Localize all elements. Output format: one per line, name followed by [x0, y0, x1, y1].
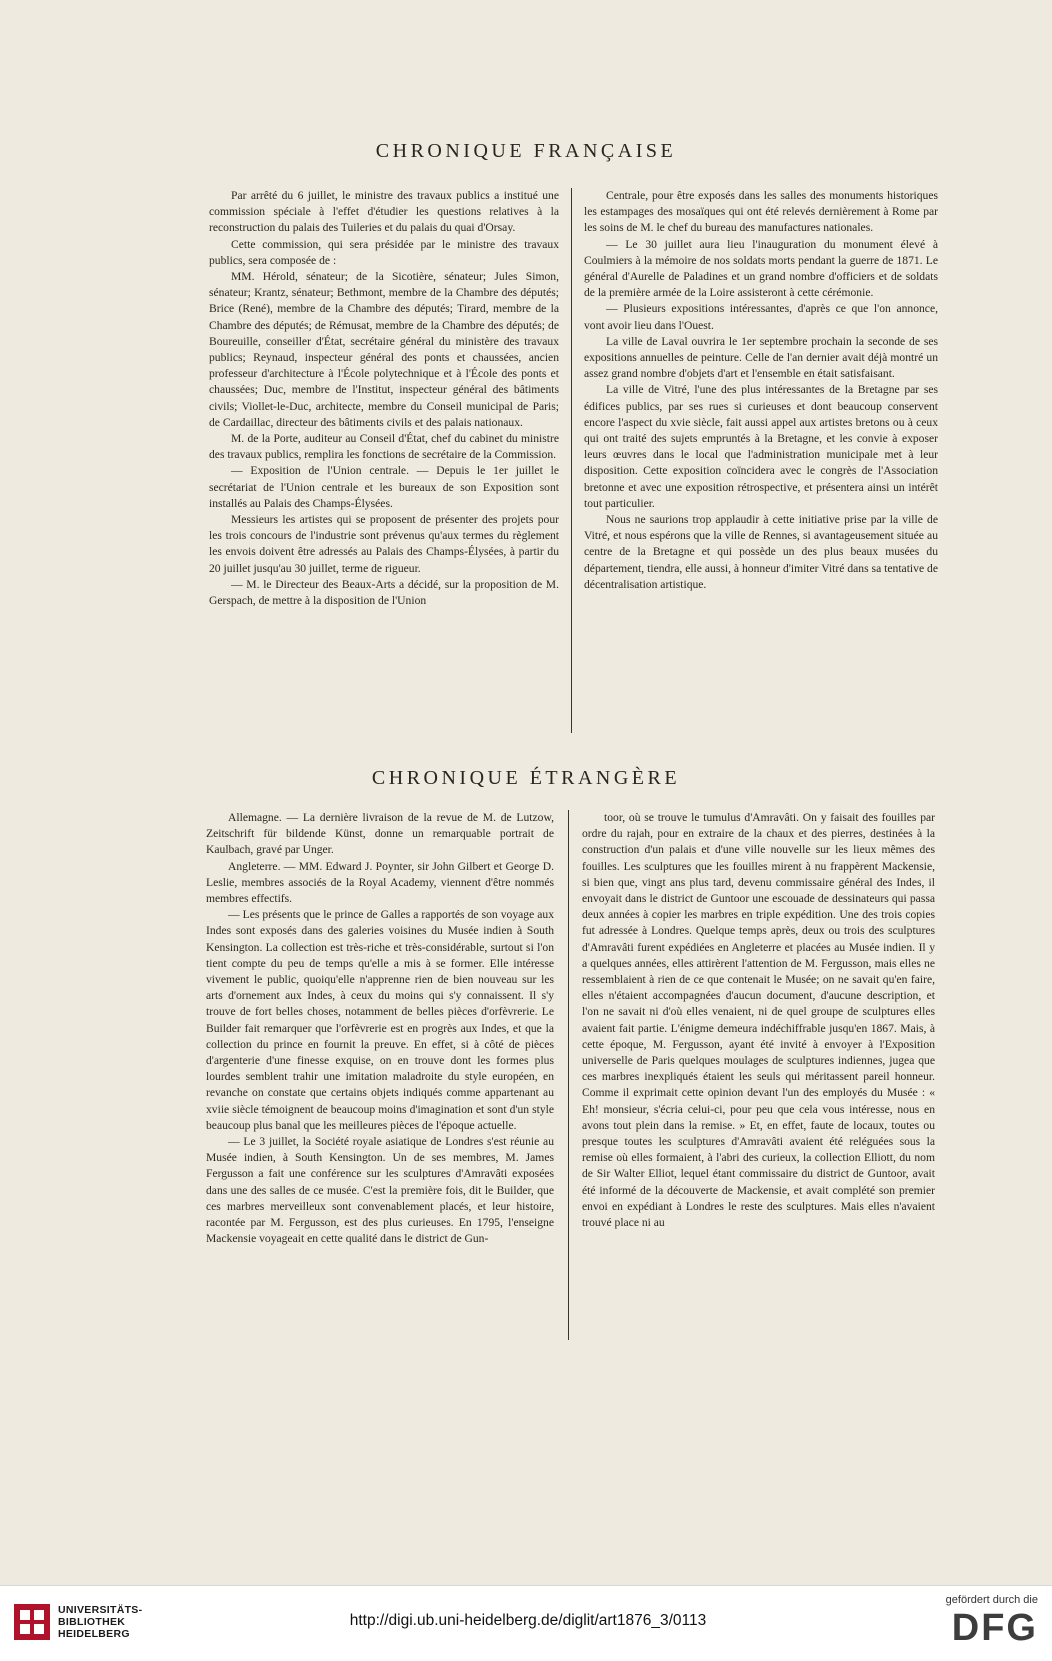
column-francaise-right — [584, 188, 938, 593]
paragraph: MM. Hérold, sénateur; de la Sicotière, sénateur; Jules Simon, sénateur; Krantz, sénateur; Bethmont, membre de la Chambre des députés; Brice (René), membre de la Chambre des députés; Tirard, membre de la Chambre des députés; de Rémusat, membre de la Chambre des députés; de Boureuille, conseiller d'État, secrétaire général du ministère des travaux publics; Reynaud, inspecteur général des ponts et chaussées, ancien professeur d'architecture à l'École polytechnique et à l'École des ponts et chaussées; Duc, membre de l'Institut, inspecteur général des bâtiments civils; Viollet-le-Duc, architecte, membre du Conseil municipal de Paris; de Cardaillac, directeur des bâtiments civils et des palais nationaux. — [209, 270, 559, 429]
column-divider — [571, 188, 572, 733]
university-seal-icon — [12, 1602, 52, 1642]
funded-by-label: gefördert durch die — [945, 1594, 1038, 1606]
paragraph: Allemagne. — La dernière livraison de la revue de M. de Lutzow, Zeitschrift für bildende Künst, donne un remarquable portrait de Kaulbach, gravé par Unger. — [206, 811, 554, 857]
section-title-etrangere: CHRONIQUE ÉTRANGÈRE — [371, 767, 681, 789]
dfg-logo: DFG — [951, 1607, 1038, 1649]
paragraph: Par arrêté du 6 juillet, le ministre des travaux publics a institué une commission spéciale à l'effet d'étudier les questions relatives à la reconstruction du palais des Tuileries et du palais du quai d'Orsay. — [209, 189, 559, 235]
paragraph: Angleterre. — MM. Edward J. Poynter, sir John Gilbert et George D. Leslie, membres associés de la Royal Academy, viennent d'être nommés membres effectifs. — [206, 859, 554, 906]
page-url-link[interactable]: http://digi.ub.uni-heidelberg.de/diglit/art1876_3/0113 — [349, 1612, 707, 1629]
paragraph: M. de la Porte, auditeur au Conseil d'État, chef du cabinet du ministre des travaux publics, remplira les fonctions de secrétaire de la Commission. — [209, 432, 559, 462]
university-name-line: HEIDELBERG — [58, 1628, 130, 1640]
paragraph: — Plusieurs expositions intéressantes, d'après ce que l'on annonce, vont avoir lieu dans l'Ouest. — [584, 302, 938, 332]
university-name-line: BIBLIOTHEK — [58, 1616, 126, 1628]
column-divider — [568, 810, 569, 1340]
university-library-logo[interactable] — [12, 1598, 162, 1650]
paragraph: — Les présents que le prince de Galles a rapportés de son voyage aux Indes sont exposés dans des galeries voisines du Musée indien à South Kensington. La collection est très-riche et très-considérable, surtout si l'on tient compte du peu de temps qu'elle a mis à se former. Elle intéresse vivement le public, quoiqu'elle n'apprenne rien de bien nouveau sur les arts d'ornement aux Indes, à ceux du moins qui s'y connaissent. Il s'y trouve de fort belles choses, notamment de belles pièces d'orfèvrerie. Le Builder fait remarquer que l'orfèvrerie est en progrès aux Indes, et que la collection du prince en fournit la preuve. En effet, si à côté de pièces d'argenterie d'une finesse exquise, on en trouve dont les formes plus lourdes semblent trahir une imitation maladroite du style européen, en revanche on constate que certains objets indiqués comme appartenant au xviie siècle témoignent de beaucoup moins d'imagination et sont d'un style beaucoup plus banal que les meilleures pièces de l'époque actuelle. — [206, 908, 554, 1132]
university-name — [58, 1604, 142, 1640]
paragraph: Cette commission, qui sera présidée par le ministre des travaux publics, sera composée de : — [209, 237, 559, 267]
column-francaise-left — [209, 188, 559, 609]
paragraph: Nous ne saurions trop applaudir à cette initiative prise par la ville de Vitré, et nous espérons que la ville de Rennes, si avantageusement située au centre de la Bretagne et qui possède un des plus beaux musées du département, tiendra, elle aussi, à honneur d'imiter Vitré dans sa tentative de décentralisation artistique. — [584, 513, 938, 591]
paragraph: La ville de Vitré, l'une des plus intéressantes de la Bretagne par ses édifices publics, par ses rues si curieuses et dont beaucoup conservent encore l'aspect du xvie siècle, fait aussi appel aux artistes bretons ou à ceux qui ont traité des sujets empruntés à la Bretagne, et les convie à exposer leurs œuvres dans le local que l'administration municipale met à leur disposition. Cette exposition coïncidera avec le congrès de l'Association bretonne et avec une exposition rétrospective, et présentera ainsi un intérêt tout particulier. — [584, 383, 938, 510]
column-etrangere-right — [582, 810, 935, 1231]
paragraph: Centrale, pour être exposés dans les salles des monuments historiques les estampages des mosaïques qui ont été relevés dernièrement à Rome par les soins de M. le chef du bureau des manufactures nationales. — [584, 189, 938, 235]
paragraph: — Le 30 juillet aura lieu l'inauguration du monument élevé à Coulmiers à la mémoire de nos soldats morts pendant la guerre de 1871. Le général d'Aurelle de Paladines et un grand nombre d'officiers et de soldats de la première armée de la Loire assisteront à cette cérémonie. — [584, 237, 938, 300]
dfg-logo-block[interactable] — [908, 1594, 1038, 1656]
paragraph: Messieurs les artistes qui se proposent de présenter des projets pour les trois concours de l'industrie sont prévenus qu'aux termes du règlement les envois doivent être adressés au Palais des Champs-Élysées, à partir du 20 juillet jusqu'au 30 juillet, terme de rigueur. — [209, 513, 559, 575]
university-name-line: UNIVERSITÄTS- — [58, 1604, 143, 1616]
section-title-francaise: CHRONIQUE FRANÇAISE — [375, 140, 677, 162]
paragraph: — M. le Directeur des Beaux-Arts a décidé, sur la proposition de M. Gerspach, de mettre à la disposition de l'Union — [209, 577, 559, 608]
paragraph: — Exposition de l'Union centrale. — Depuis le 1er juillet le secrétariat de l'Union centrale et les bureaux de son Exposition sont installés au Palais des Champs-Élysées. — [209, 464, 559, 510]
paragraph: La ville de Laval ouvrira le 1er septembre prochain la seconde de ses expositions annuelles de peinture. Celle de l'an dernier avait déjà montré un assez grand nombre d'objets d'art et l'ensemble en était satisfaisant. — [584, 334, 938, 381]
paragraph: toor, où se trouve le tumulus d'Amravâti. On y faisait des fouilles par ordre du rajah, pour en extraire de la chaux et des pierres, destinées à la construction d'un palais et d'une ville nouvelle sur les lieux mêmes des fouilles. Les sculptures que les fouilles mirent à nu frappèrent Mackensie, si bien que, vingt ans plus tard, devenu commissaire général des Indes, il envoyait dans le district de Guntoor une escouade de dessinateurs qui passa deux années à copier les marbres en triple expédition. Une des trois copies fut adressée à Londres. Quelque temps après, deux ou trois des sculptures d'Amravâti furent expédiées en Angleterre et placées au Musée indien. Il y a quelques années, elles attirèrent l'attention de M. Fergusson, mais elles ne ressemblaient à rien de ce que contenait le Musée; on ne savait qu'en faire, elles n'étaient accompagnées d'aucun document, d'aucune description, et l'on ne savait ni d'où elles venaient, ni de quel groupe de sculptures elles avaient fait partie. L'énigme demeura indéchiffrable jusqu'en 1867. Mais, à cette époque, M. Fergusson, ayant été invité à envoyer à l'Exposition universelle de Paris quelques moulages de sculptures indiennes, jugea que ces marbres inexpliqués étaient les seuls qui méritassent pareil honneur. Comme il exprimait cette opinion devant l'un des employés du Musée : « Eh! monsieur, s'écria celui-ci, pour peu que cela vous intéresse, nous en avons tout plein dans la remise. » Et, en effet, faute de locaux, toutes ou presque toutes les sculptures d'Amravâti avaient été reléguées sous la remise où elles formaient, à l'abri des curieux, la collection Elliott, du nom de Sir Walter Elliot, lequel étant commissaire du district de Guntoor, avait été informé de la découverte de Mackensie, et avait complété son premier envoi en expédiant à Londres le reste des sculptures. Mais elles n'avaient trouvé place ni au — [582, 811, 935, 1230]
column-etrangere-left — [206, 810, 554, 1247]
footer-bar — [0, 1585, 1052, 1661]
paragraph: — Le 3 juillet, la Société royale asiatique de Londres s'est réunie au Musée indien, à South Kensington. Un de ses membres, M. James Fergusson a fait une conférence sur les sculptures d'Amravâti exposées dans une des salles de ce musée. C'est la première fois, dit le Builder, que ces marbres merveilleux sont convenablement placés, et leur histoire, racontée par M. Fergusson, est des plus curieuses. En 1795, l'enseigne Mackensie voyageait en cette qualité dans le district de Gun- — [206, 1135, 554, 1246]
